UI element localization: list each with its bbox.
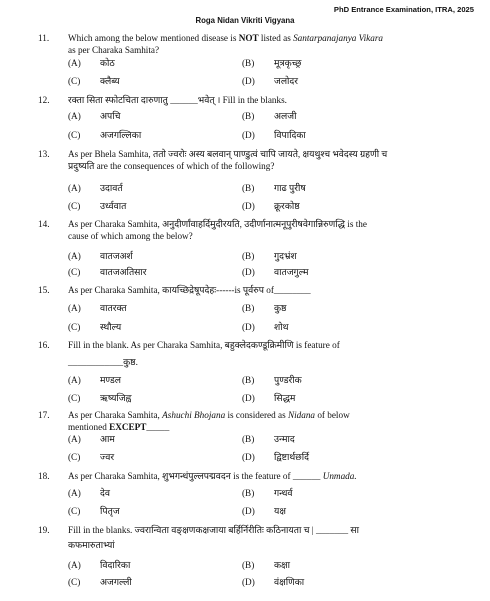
option-text: कोठ — [100, 58, 115, 68]
question-text: Which among the below mentioned disease is NOT listed as Santarpanajanya Vikara — [68, 33, 383, 43]
option-label: (B) — [242, 375, 255, 385]
question-number: 16. — [38, 340, 50, 350]
option-text: अपचि — [100, 111, 121, 121]
question-text: प्रदुष्यति are the consequences of which of the following? — [68, 161, 275, 172]
option-label: (A) — [68, 434, 81, 444]
option-text: ऋष्यजिह्व — [100, 393, 132, 403]
option-text: अजगल्लिका — [100, 130, 142, 140]
question-number: 18. — [38, 471, 50, 481]
exam-title: PhD Entrance Examination, ITRA, 2025 — [333, 5, 474, 14]
option-text: उर्ध्ववात — [100, 201, 127, 211]
option-text: क्लैब्य — [100, 76, 120, 86]
option-label: (B) — [242, 560, 255, 570]
option-label: (D) — [242, 322, 255, 332]
option-label: (B) — [242, 183, 255, 193]
option-text: अलजी — [274, 111, 297, 121]
option-text: विदारिका — [100, 560, 131, 570]
option-text: वंक्षणिका — [274, 577, 305, 587]
question-number: 13. — [38, 149, 50, 159]
option-label: (A) — [68, 251, 81, 261]
option-text: कक्षा — [274, 560, 291, 570]
option-label: (D) — [242, 577, 255, 587]
option-text: विपादिका — [274, 130, 306, 140]
option-text: द्विष्टार्थछर्दि — [274, 452, 309, 462]
option-label: (D) — [242, 452, 255, 462]
option-text: कुष्ठ — [274, 303, 287, 313]
option-text: मण्डल — [100, 375, 122, 385]
question-text: As per Charaka Samhita, अनुदीर्णांवाहर्दिमुदीरयति, उदीर्णानात्मनूपुरीषवेगान्निरुणद्धि is the — [68, 219, 367, 229]
question-text: Fill in the blank. As per Charaka Samhita, बहुक्लेदकण्डूक्रिमीणि is feature of — [68, 340, 340, 350]
question-number: 17. — [38, 410, 50, 420]
option-label: (C) — [68, 506, 81, 516]
question-text: रक्ता सिता स्फोटचिता दारुणातु ______भवेत् । Fill in the blanks. — [68, 95, 287, 105]
option-text: गन्धर्व — [274, 488, 293, 498]
option-text: वातजगुल्म — [274, 267, 309, 277]
question-text: As per Charaka Samhita, Ashuchi Bhojana is considered as Nidana of below — [68, 410, 350, 420]
subject-title: Roga Nidan Vikriti Vigyana — [195, 16, 295, 25]
option-label: (C) — [68, 322, 81, 332]
option-label: (B) — [242, 251, 255, 261]
option-text: सिद्धम — [274, 393, 296, 403]
question-text: कफमारुताभ्यां — [68, 540, 115, 551]
option-label: (D) — [242, 76, 255, 86]
option-label: (D) — [242, 506, 255, 516]
option-label: (B) — [242, 488, 255, 498]
option-label: (B) — [242, 303, 255, 313]
option-text: पुण्डरीक — [274, 375, 302, 385]
option-label: (A) — [68, 375, 81, 385]
option-label: (C) — [68, 76, 81, 86]
option-text: स्थौल्य — [100, 322, 122, 332]
option-text: वातरक्त — [100, 303, 127, 313]
option-text: जलोदर — [274, 76, 299, 86]
option-text: उन्माद — [274, 434, 295, 444]
option-label: (B) — [242, 111, 255, 121]
option-label: (A) — [68, 560, 81, 570]
option-label: (B) — [242, 434, 255, 444]
question-number: 11. — [38, 33, 50, 43]
option-label: (A) — [68, 58, 81, 68]
option-label: (C) — [68, 267, 81, 277]
option-label: (D) — [242, 393, 255, 403]
question-text: cause of which among the below? — [68, 231, 193, 242]
option-text: देव — [100, 488, 110, 498]
option-text: पितृज — [100, 506, 120, 516]
option-label: (D) — [242, 130, 255, 140]
option-text: उदावर्त — [100, 183, 123, 193]
option-label: (C) — [68, 201, 81, 211]
option-label: (C) — [68, 577, 81, 587]
option-label: (C) — [68, 130, 81, 140]
option-label: (A) — [68, 488, 81, 498]
option-label: (D) — [242, 267, 255, 277]
question-text: As per Charaka Samhita, शुभगन्धंपुल्लपद्मवदन is the feature of ______ Unmada. — [68, 471, 357, 481]
option-text: गुदभ्रंश — [274, 251, 297, 261]
option-text: वातजअतिसार — [100, 267, 147, 277]
option-text: ज्वर — [100, 452, 115, 462]
option-text: अजगल्ली — [100, 577, 132, 587]
option-label: (D) — [242, 201, 255, 211]
question-number: 15. — [38, 285, 50, 295]
question-number: 19. — [38, 525, 50, 535]
option-text: क्रूरकोष्ठ — [274, 201, 300, 211]
option-label: (B) — [242, 58, 255, 68]
question-number: 14. — [38, 219, 50, 229]
option-text: मूत्रकृच्छ्र — [274, 58, 302, 68]
question-text: Fill in the blanks. ज्वरान्विता वङ्क्षणकक्षजाया बर्हिर्निरीतिः कठिनायता च | _______ सा — [68, 525, 359, 535]
option-label: (A) — [68, 111, 81, 121]
question-text: mentioned EXCEPT_____ — [68, 422, 170, 433]
option-label: (A) — [68, 303, 81, 313]
question-text: ____________कुष्ठ. — [68, 357, 138, 368]
option-label: (C) — [68, 452, 81, 462]
option-text: शोथ — [274, 322, 289, 332]
option-label: (C) — [68, 393, 81, 403]
option-text: आम — [100, 434, 115, 444]
option-text: गाढ पुरीष — [274, 183, 306, 193]
option-text: वातजअर्श — [100, 251, 133, 261]
option-label: (A) — [68, 183, 81, 193]
question-number: 12. — [38, 95, 50, 105]
option-text: यक्ष — [274, 506, 286, 516]
question-text: As per Bhela Samhita, ततो ज्वरोः अस्य बलवान् पाण्डुत्वं चापि जायते, क्षयथुश्च भवेदस्य ग्रहणी च — [68, 149, 388, 159]
question-text: as per Charaka Samhita? — [68, 45, 160, 56]
question-text: As per Charaka Samhita, कायच्छिद्रेषूपदेहः------is पूर्वरुप of________ — [68, 285, 311, 295]
